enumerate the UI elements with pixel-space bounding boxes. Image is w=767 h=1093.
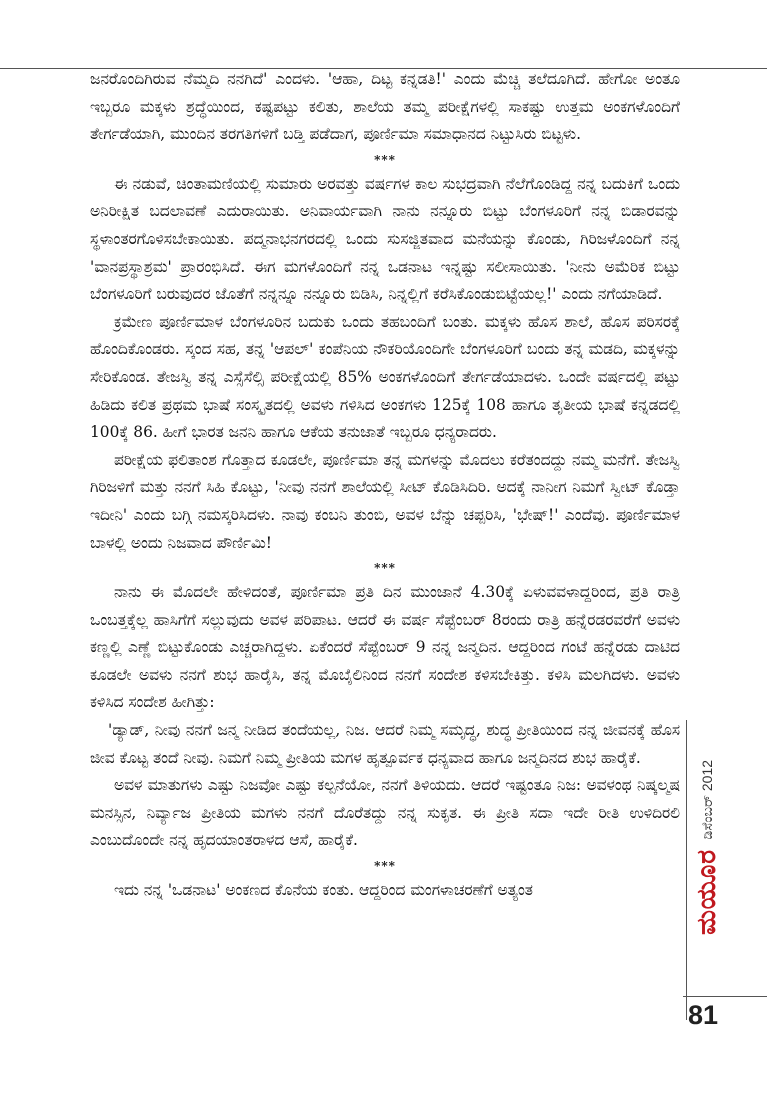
footer-rule [683,996,767,997]
quoted-message: 'ಡ್ಯಾಡ್, ನೀವು ನನಗೆ ಜನ್ಮ ನೀಡಿದ ತಂದೆಯಲ್ಲ, ನಿಜ. ಆದರೆ ನಿಮ್ಮ ಸಮೃದ್ಧ, ಶುದ್ಧ ಪ್ರೀತಿಯಿಂದ ನನ್ನ ಜೀವನಕ್ಕೆ ಹೊಸ ಜೀವ ಕೊಟ್ಟ ತಂದೆ ನೀವು. ನಿಮಗೆ ನಿಮ್ಮ ಪ್ರೀತಿಯ ಮಗಳ ಹೃತ್ಪೂರ್ವಕ ಧನ್ಯವಾದ ಹಾಗೂ ಜನ್ಮದಿನದ ಶುಭ ಹಾರೈಕೆ. [90,721,680,767]
page-number: 81 [688,1000,719,1030]
masthead [692,760,722,990]
section-separator: *** [374,859,396,874]
section-separator: *** [374,152,396,167]
paragraph: ನಾನು ಈ ಮೊದಲೇ ಹೇಳಿದಂತೆ, ಪೂರ್ಣಿಮಾ ಪ್ರತಿ ದಿನ ಮುಂಜಾನೆ 4.30ಕ್ಕೆ ಏಳುವವಳಾದ್ದರಿಂದ, ಪ್ರತಿ ರಾತ್ರಿ ಒಂಬತ್ತಕ್ಕೆಲ್ಲ ಹಾಸಿಗೆಗೆ ಸಲ್ಲುವುದು ಅವಳ ಪರಿಪಾಟ. ಆದರೆ ಈ ವರ್ಷ ಸೆಪ್ಟೆಂಬರ್ 8ರಂದು ರಾತ್ರಿ ಹನ್ನೆರಡರವರೆಗೆ ಅವಳು ಕಣ್ಣಲ್ಲಿ ಎಣ್ಣೆ ಬಿಟ್ಟುಕೊಂಡು ಎಚ್ಚರಾಗಿದ್ದಳು. ಏಕೆಂದರೆ ಸೆಪ್ಟೆಂಬರ್ 9 ನನ್ನ ಜನ್ಮದಿನ. ಆದ್ದರಿಂದ ಗಂಟೆ ಹನ್ನೆರಡು ದಾಟಿದ ಕೂಡಲೇ ಅವಳು ನನಗೆ ಶುಭ ಹಾರೈಸಿ, ತನ್ನ ಮೊಬೈಲಿನಿಂದ ನನಗೆ ಸಂದೇಶ ಕಳಿಸಬೇಕಿತ್ತು. ಕಳಿಸಿ ಮಲಗಿದಳು. ಅವಳು ಕಳಿಸಿದ ಸಂದೇಶ ಹೀಗಿತ್ತು: [90,583,680,712]
paragraph: ಇದು ನನ್ನ 'ಒಡನಾಟ' ಅಂಕಣದ ಕೊನೆಯ ಕಂತು. ಆದ್ದರಿಂದ ಮಂಗಳಾಚರಣೆಗೆ ಅತ್ಯಂತ [114,881,533,900]
paragraph: ಈ ನಡುವೆ, ಚಿಂತಾಮಣಿಯಲ್ಲಿ ಸುಮಾರು ಅರವತ್ತು ವರ್ಷಗಳ ಕಾಲ ಸುಭದ್ರವಾಗಿ ನೆಲೆಗೊಂಡಿದ್ದ ನನ್ನ ಬದುಕಿಗೆ ಒಂದು ಅನಿರೀಕ್ಷಿತ ಬದಲಾವಣೆ ಎದುರಾಯಿತು. ಅನಿವಾರ್ಯವಾಗಿ ನಾನು ನನ್ನೂರು ಬಿಟ್ಟು ಬೆಂಗಳೂರಿಗೆ ನನ್ನ ಬಿಡಾರವನ್ನು ಸ್ಥಳಾಂತರಗೊಳಿಸಬೇಕಾಯಿತು. ಪದ್ಮನಾಭನಗರದಲ್ಲಿ ಒಂದು ಸುಸಜ್ಜಿತವಾದ ಮನೆಯನ್ನು ಕೊಂಡು, ಗಿರಿಜಳೊಂದಿಗೆ ನನ್ನ 'ವಾನಪ್ರಸ್ಥಾಶ್ರಮ' ಪ್ರಾರಂಭಿಸಿದೆ. ಈಗ ಮಗಳೊಂದಿಗೆ ನನ್ನ ಒಡನಾಟ ಇನ್ನಷ್ಟು ಸಲೀಸಾಯಿತು. 'ನೀನು ಅಮೆರಿಕ ಬಿಟ್ಟು ಬೆಂಗಳೂರಿಗೆ ಬರುವುದರ ಜೊತೆಗೆ ನನ್ನನ್ನೂ ನನ್ನೂರು ಬಿಡಿಸಿ, ನಿನ್ನಲ್ಲಿಗೆ ಕರೆಸಿಕೊಂಡುಬಿಟ್ಟೆಯಲ್ಲ!' ಎಂದು ನಗೆಯಾಡಿದೆ. [90,174,680,304]
paragraph: ಪರೀಕ್ಷೆಯ ಫಲಿತಾಂಶ ಗೊತ್ತಾದ ಕೂಡಲೇ, ಪೂರ್ಣಿಮಾ ತನ್ನ ಮಗಳನ್ನು ಮೊದಲು ಕರೆತಂದದ್ದು ನಮ್ಮ ಮನೆಗೆ. ತೇಜಸ್ವಿ ಗಿರಿಜಳಿಗೆ ಮತ್ತು ನನಗೆ ಸಿಹಿ ಕೊಟ್ಟು, 'ನೀವು ನನಗೆ ಶಾಲೆಯಲ್ಲಿ ಸೀಟ್ ಕೊಡಿಸಿದಿರಿ. ಅದಕ್ಕೆ ನಾನೀಗ ನಿಮಗೆ ಸ್ವೀಟ್ ಕೊಡ್ತಾ ಇದೀನಿ' ಎಂದು ಬಗ್ಗಿ ನಮಸ್ಕರಿಸಿದಳು. ನಾವು ಕಂಬನಿ ತುಂಬಿ, ಅವಳ ಬೆನ್ನು ಚಪ್ಪರಿಸಿ, 'ಭೇಷ್!' ಎಂದೆವು. ಪೂರ್ಣಿಮಾಳ ಬಾಳಲ್ಲಿ ಅಂದು ನಿಜವಾದ ಪೌರ್ಣಿಮಿ! [90,450,680,552]
paragraph: ಕ್ರಮೇಣ ಪೂರ್ಣಿಮಾಳ ಬೆಂಗಳೂರಿನ ಬದುಕು ಒಂದು ತಹಬಂದಿಗೆ ಬಂತು. ಮಕ್ಕಳು ಹೊಸ ಶಾಲೆ, ಹೊಸ ಪರಿಸರಕ್ಕೆ ಹೊಂದಿಕೊಂಡರು. ಸ್ಕಂದ ಸಹ, ತನ್ನ 'ಆಪಲ್' ಕಂಪೆನಿಯ ನೌಕರಿಯೊಂದಿಗೇ ಬೆಂಗಳೂರಿಗೆ ಬಂದು ತನ್ನ ಮಡದಿ, ಮಕ್ಕಳನ್ನು ಸೇರಿಕೊಂಡ. ತೇಜಸ್ವಿ ತನ್ನ ಎಸ್ಸೆಸೆಲ್ಸಿ ಪರೀಕ್ಷೆಯಲ್ಲಿ 85% ಅಂಕಗಳೊಂದಿಗೆ ತೇರ್ಗಡೆಯಾದಳು. ಒಂದೇ ವರ್ಷದಲ್ಲಿ ಪಟ್ಟು ಹಿಡಿದು ಕಲಿತ ಪ್ರಥಮ ಭಾಷೆ ಸಂಸ್ಕೃತದಲ್ಲಿ ಅವಳು ಗಳಿಸಿದ ಅಂಕಗಳು 125ಕ್ಕೆ 108 ಹಾಗೂ ತೃತೀಯ ಭಾಷೆ ಕನ್ನಡದಲ್ಲಿ 100ಕ್ಕೆ 86. ಹೀಗೆ ಭಾರತ ಜನನಿ ಹಾಗೂ ಆಕೆಯ ತನುಜಾತೆ ಇಬ್ಬರೂ ಧನ್ಯರಾದರು. [90,312,680,442]
paragraph: ಅವಳ ಮಾತುಗಳು ಎಷ್ಟು ನಿಜವೋ ಎಷ್ಟು ಕಲ್ಪನೆಯೋ, ನನಗೆ ತಿಳಿಯದು. ಆದರೆ ಇಷ್ಟಂತೂ ನಿಜ: ಅವಳಂಥ ನಿಷ್ಕಲ್ಮಷ ಮನಸ್ಸಿನ, ನಿರ್ವ್ಯಾಜ ಪ್ರೀತಿಯ ಮಗಳು ನನಗೆ ದೊರೆತದ್ದು ನನ್ನ ಸುಕೃತ. ಈ ಪ್ರೀತಿ ಸದಾ ಇದೇ ರೀತಿ ಉಳಿದಿರಲಿ ಎಂಬುದೊಂದೇ ನನ್ನ ಹೃದಯಾಂತರಾಳದ ಆಸೆ, ಹಾರೈಕೆ. [90,776,680,850]
paragraph: ಜನರೊಂದಿಗಿರುವ ನೆಮ್ಮದಿ ನನಗಿದೆ' ಎಂದಳು. 'ಆಹಾ, ದಿಟ್ಟ ಕನ್ನಡತಿ!' ಎಂದು ಮೆಚ್ಚಿ ತಲೆದೂಗಿದೆ. ಹೇಗೋ ಅಂತೂ ಇಬ್ಬರೂ ಮಕ್ಕಳು ಶ್ರದ್ಧೆಯಿಂದ, ಕಷ್ಟಪಟ್ಟು ಕಲಿತು, ಶಾಲೆಯ ತಮ್ಮ ಪರೀಕ್ಷೆಗಳಲ್ಲಿ ಸಾಕಷ್ಟು ಉತ್ತಮ ಅಂಕಗಳೊಂದಿಗೆ ತೇರ್ಗಡೆಯಾಗಿ, ಮುಂದಿನ ತರಗತಿಗಳಿಗೆ ಬಡ್ತಿ ಪಡೆದಾಗ, ಪೂರ್ಣಿಮಾ ಸಮಾಧಾನದ ನಿಟ್ಟುಸಿರು ಬಿಟ್ಟಳು. [90,70,680,144]
section-separator: *** [374,561,396,576]
magazine-title: ಮಯೂರ [692,849,722,936]
article-body [90,66,680,905]
issue-date: ಡಿಸೆಂಬರ್ 2012 [699,760,715,840]
margin-rule [686,720,687,1020]
